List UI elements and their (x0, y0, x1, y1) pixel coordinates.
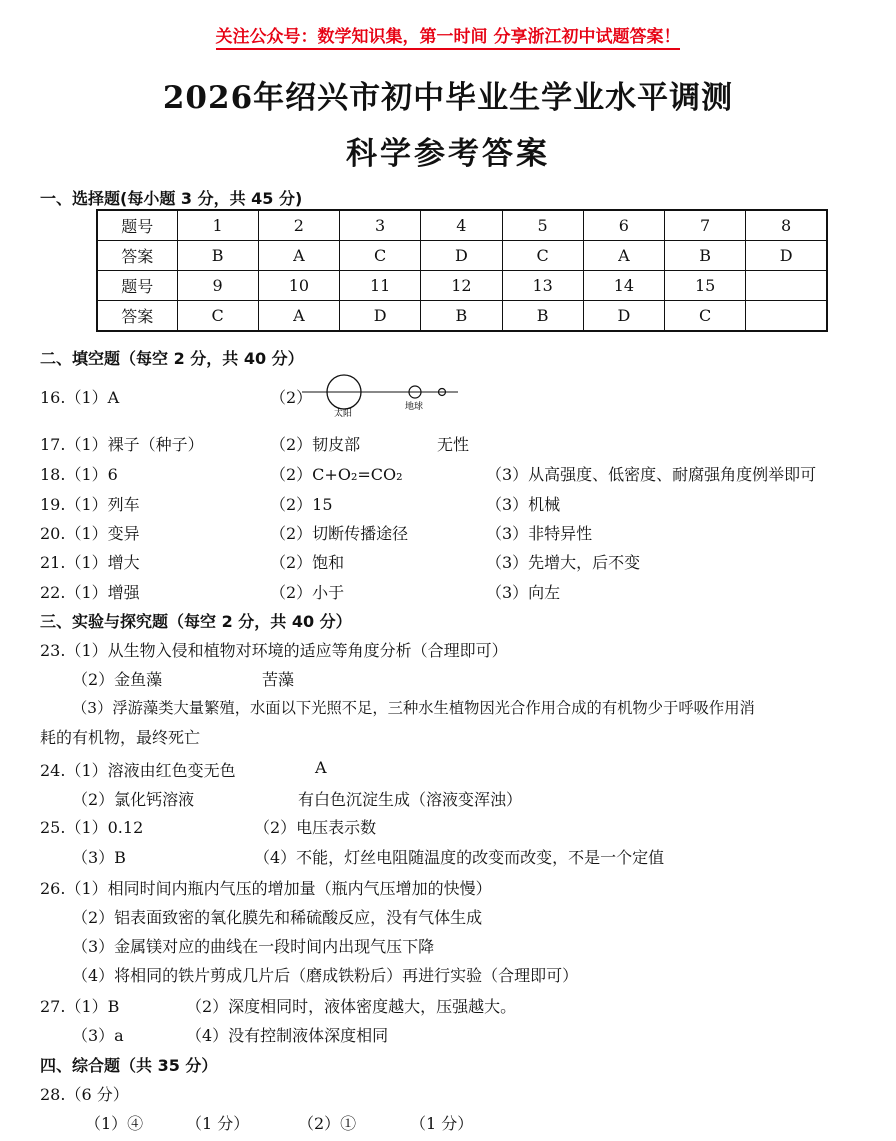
q22-part3: （3）向左 (486, 583, 561, 602)
table-cell: C (340, 241, 421, 271)
table-cell: 2 (258, 210, 339, 241)
table-cell: B (177, 241, 258, 271)
q27-part4: （4）没有控制液体深度相同 (186, 1026, 389, 1045)
q26-part1: 26.（1）相同时间内瓶内气压的增加量（瓶内气压增加的快慢） (40, 879, 492, 898)
table-cell (746, 271, 827, 301)
q20-part3: （3）非特异性 (486, 524, 593, 543)
q23-part2b: 苦藻 (262, 670, 295, 689)
table-cell: C (502, 241, 583, 271)
table-cell: 9 (177, 271, 258, 301)
answer-table (96, 209, 828, 332)
q25-part1: 25.（1）0.12 (40, 818, 144, 837)
q25-part3: （3）B (72, 848, 126, 867)
table-row-label: 答案 (97, 241, 177, 271)
table-cell: 14 (583, 271, 664, 301)
q19-part3: （3）机械 (486, 495, 561, 514)
section-heading-choice: 一、选择题(每小题 3 分，共 45 分) (40, 189, 303, 208)
q25-part4: （4）不能，灯丝电阻随温度的改变而改变，不是一个定值 (254, 848, 665, 867)
table-cell: 4 (421, 210, 502, 241)
table-row-label: 答案 (97, 301, 177, 332)
q26-part2: （2）铝表面致密的氧化膜先和稀硫酸反应，没有气体生成 (72, 908, 483, 927)
q18-part3: （3）从高强度、低密度、耐腐强角度例举即可 (486, 465, 817, 484)
table-row-label: 题号 (97, 271, 177, 301)
table-cell: 1 (177, 210, 258, 241)
table-cell: D (583, 301, 664, 332)
q22-part2: （2）小于 (270, 583, 345, 602)
q26-part3: （3）金属镁对应的曲线在一段时间内出现气压下降 (72, 937, 435, 956)
table-cell: 12 (421, 271, 502, 301)
q16-part2: （2） (270, 388, 313, 407)
table-cell: 5 (502, 210, 583, 241)
table-cell: 10 (258, 271, 339, 301)
q18-part1: 18.（1）6 (40, 465, 118, 484)
section-heading-experiment: 三、实验与探究题（每空 2 分，共 40 分） (40, 612, 352, 631)
table-cell: A (258, 301, 339, 332)
q28-part2: （2）① (298, 1114, 357, 1133)
q20-part1: 20.（1）变异 (40, 524, 140, 543)
table-cell: B (421, 301, 502, 332)
table-cell: 8 (746, 210, 827, 241)
q16-part1: 16.（1）A (40, 388, 120, 407)
section-heading-comprehensive: 四、综合题（共 35 分） (40, 1056, 218, 1075)
table-cell: 15 (665, 271, 746, 301)
q26-part4: （4）将相同的铁片剪成几片后（磨成铁粉后）再进行实验（合理即可） (72, 966, 579, 985)
table-row (97, 241, 827, 271)
table-cell: C (177, 301, 258, 332)
q27-part1: 27.（1）B (40, 997, 120, 1016)
table-cell: B (502, 301, 583, 332)
q23-part3-cont: 耗的有机物，最终死亡 (40, 728, 201, 747)
sun-label: 太阳 (334, 409, 353, 418)
q28-score: 28.（6 分） (40, 1085, 129, 1104)
table-row (97, 301, 827, 332)
table-row (97, 271, 827, 301)
table-cell: D (746, 241, 827, 271)
q27-part3: （3）a (72, 1026, 124, 1045)
table-cell: B (665, 241, 746, 271)
page-subtitle: 科学参考答案 (346, 136, 550, 172)
q28-part2-score: （1 分） (410, 1114, 474, 1133)
q19-part1: 19.（1）列车 (40, 495, 140, 514)
section-heading-fill: 二、填空题（每空 2 分，共 40 分） (40, 349, 304, 368)
q23-part2: （2）金鱼藻 (72, 670, 163, 689)
q18-part2: （2）C+O₂=CO₂ (270, 465, 403, 484)
table-cell: C (665, 301, 746, 332)
table-cell: A (583, 241, 664, 271)
q17-part3: 无性 (437, 435, 470, 454)
table-cell: 11 (340, 271, 421, 301)
table-row (97, 210, 827, 241)
table-cell: 7 (665, 210, 746, 241)
q17-part2: （2）韧皮部 (270, 435, 361, 454)
q27-part2: （2）深度相同时，液体密度越大，压强越大。 (186, 997, 517, 1016)
q21-part2: （2）饱和 (270, 553, 345, 572)
q21-part3: （3）先增大，后不变 (486, 553, 641, 572)
table-cell: 6 (583, 210, 664, 241)
q25-part2: （2）电压表示数 (254, 818, 377, 837)
q23-part3: （3）浮游藻类大量繁殖，水面以下光照不足，三种水生植物因光合作用合成的有机物少于呼吸作用消 (72, 699, 755, 717)
q28-part1-score: （1 分） (186, 1114, 250, 1133)
q24-part2b: 有白色沉淀生成（溶液变浑浊） (298, 790, 523, 809)
table-cell: A (258, 241, 339, 271)
q19-part2: （2）15 (270, 495, 333, 514)
q24-part2: （2）氯化钙溶液 (72, 790, 195, 809)
table-cell (746, 301, 827, 332)
page-title: 2026年绍兴市初中毕业生学业水平调测 (162, 80, 734, 116)
promo-banner: 关注公众号：数学知识集，第一时间 分享浙江初中试题答案！ (0, 22, 896, 47)
earth-label: 地球 (405, 402, 424, 412)
table-cell: 13 (502, 271, 583, 301)
q24-part1: 24.（1）溶液由红色变无色 (40, 761, 236, 780)
q28-part1: （1）④ (85, 1114, 144, 1133)
q21-part1: 21.（1）增大 (40, 553, 140, 572)
table-cell: D (340, 301, 421, 332)
table-cell: D (421, 241, 502, 271)
q24-part1b: A (315, 758, 327, 777)
q20-part2: （2）切断传播途径 (270, 524, 409, 543)
table-row-label: 题号 (97, 210, 177, 241)
table-cell: 3 (340, 210, 421, 241)
q22-part1: 22.（1）增强 (40, 583, 140, 602)
sun-earth-diagram (302, 372, 462, 418)
q17-part1: 17.（1）裸子（种子） (40, 435, 204, 454)
q23-part1: 23.（1）从生物入侵和植物对环境的适应等角度分析（合理即可） (40, 641, 508, 660)
